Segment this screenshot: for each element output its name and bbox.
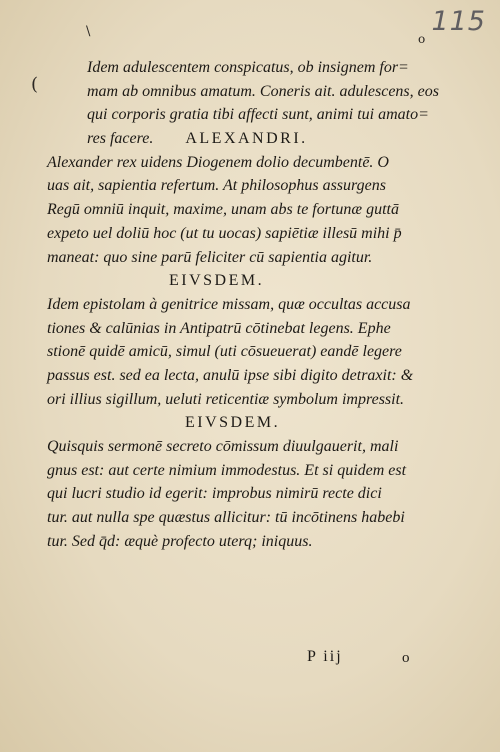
- signature-mark: P iij: [307, 648, 343, 665]
- line-text: Idem epistolam à genitrice missam, quæ occultas accusa: [47, 295, 411, 313]
- ink-dot: o: [418, 32, 426, 46]
- text-line: [47, 530, 407, 554]
- line-text: tur. Sed q̄d: æquè profecto uterq; iniquus.: [47, 532, 313, 550]
- text-line: [47, 174, 407, 198]
- text-line: [47, 388, 407, 412]
- line-text: tur. aut nulla spe quæstus allicitur: tū incōtinens habebi: [47, 509, 405, 527]
- line-text: res facere.: [87, 130, 154, 148]
- line-text: uas ait, sapientia refertum. At philosophus assurgens: [47, 177, 386, 195]
- margin-mark: (: [31, 74, 39, 95]
- section-heading: EIVSDEM.: [169, 272, 265, 290]
- line-text: Regū omniū inquit, maxime, unam abs te fortunæ guttā: [47, 201, 399, 219]
- text-line: [47, 80, 439, 104]
- line-text: mam ab omnibus amatum. Coneris ait. adulescens, eos: [87, 82, 439, 100]
- line-text: ori illius sigillum, ueluti reticentiæ symbolum impressit.: [47, 390, 405, 408]
- text-line: [47, 198, 407, 222]
- text-line: [47, 127, 407, 151]
- text-line: [47, 222, 407, 246]
- section-heading: EIVSDEM.: [185, 414, 281, 432]
- line-text: maneat: quo sine parū feliciter cū sapientia agitur.: [47, 248, 373, 266]
- text-line: [47, 364, 414, 388]
- line-text: Quisquis sermonē secreto cōmissum diuulgauerit, mali: [47, 438, 399, 455]
- line-text: qui corporis gratia tibi affecti sunt, animi tui amato=: [87, 106, 429, 124]
- text-line: [47, 293, 411, 317]
- line-text: tiones & calūnias in Antipatrū cōtinebat legens. Ephe: [47, 319, 391, 337]
- line-text: Alexander rex uidens Diogenem dolio decumbentē. O: [47, 153, 389, 171]
- text-line: [47, 435, 407, 459]
- text-line: [47, 459, 407, 483]
- section-heading: ALEXANDRI.: [185, 130, 308, 148]
- line-text: qui lucri studio id egerit: improbus nimirū recte dici: [47, 485, 382, 503]
- folio-number: 115: [431, 6, 486, 37]
- text-line: [47, 246, 407, 270]
- text-line: [47, 103, 429, 127]
- line-text: stionē quidē amicū, simul (uti cōsueuerat) eandē legere: [47, 343, 402, 361]
- text-line: [47, 56, 407, 80]
- text-line: [47, 506, 407, 530]
- line-text: Idem adulescentem conspicatus, ob insignem for=: [87, 59, 409, 76]
- text-line: [47, 151, 407, 175]
- line-text: passus est. sed ea lecta, anulū ipse sibi digito detraxit: &: [47, 366, 414, 384]
- line-text: gnus est: aut certe nimium immodestus. Et si quidem est: [47, 461, 407, 479]
- text-line: [47, 340, 407, 364]
- line-text: expeto uel doliū hoc (ut tu uocas) sapiētiæ illesū mihi p̄: [47, 224, 402, 242]
- catchword: o: [402, 650, 410, 666]
- text-block: [47, 56, 439, 553]
- text-line: [47, 317, 407, 341]
- pen-mark: \: [86, 24, 91, 39]
- text-line: [47, 482, 407, 506]
